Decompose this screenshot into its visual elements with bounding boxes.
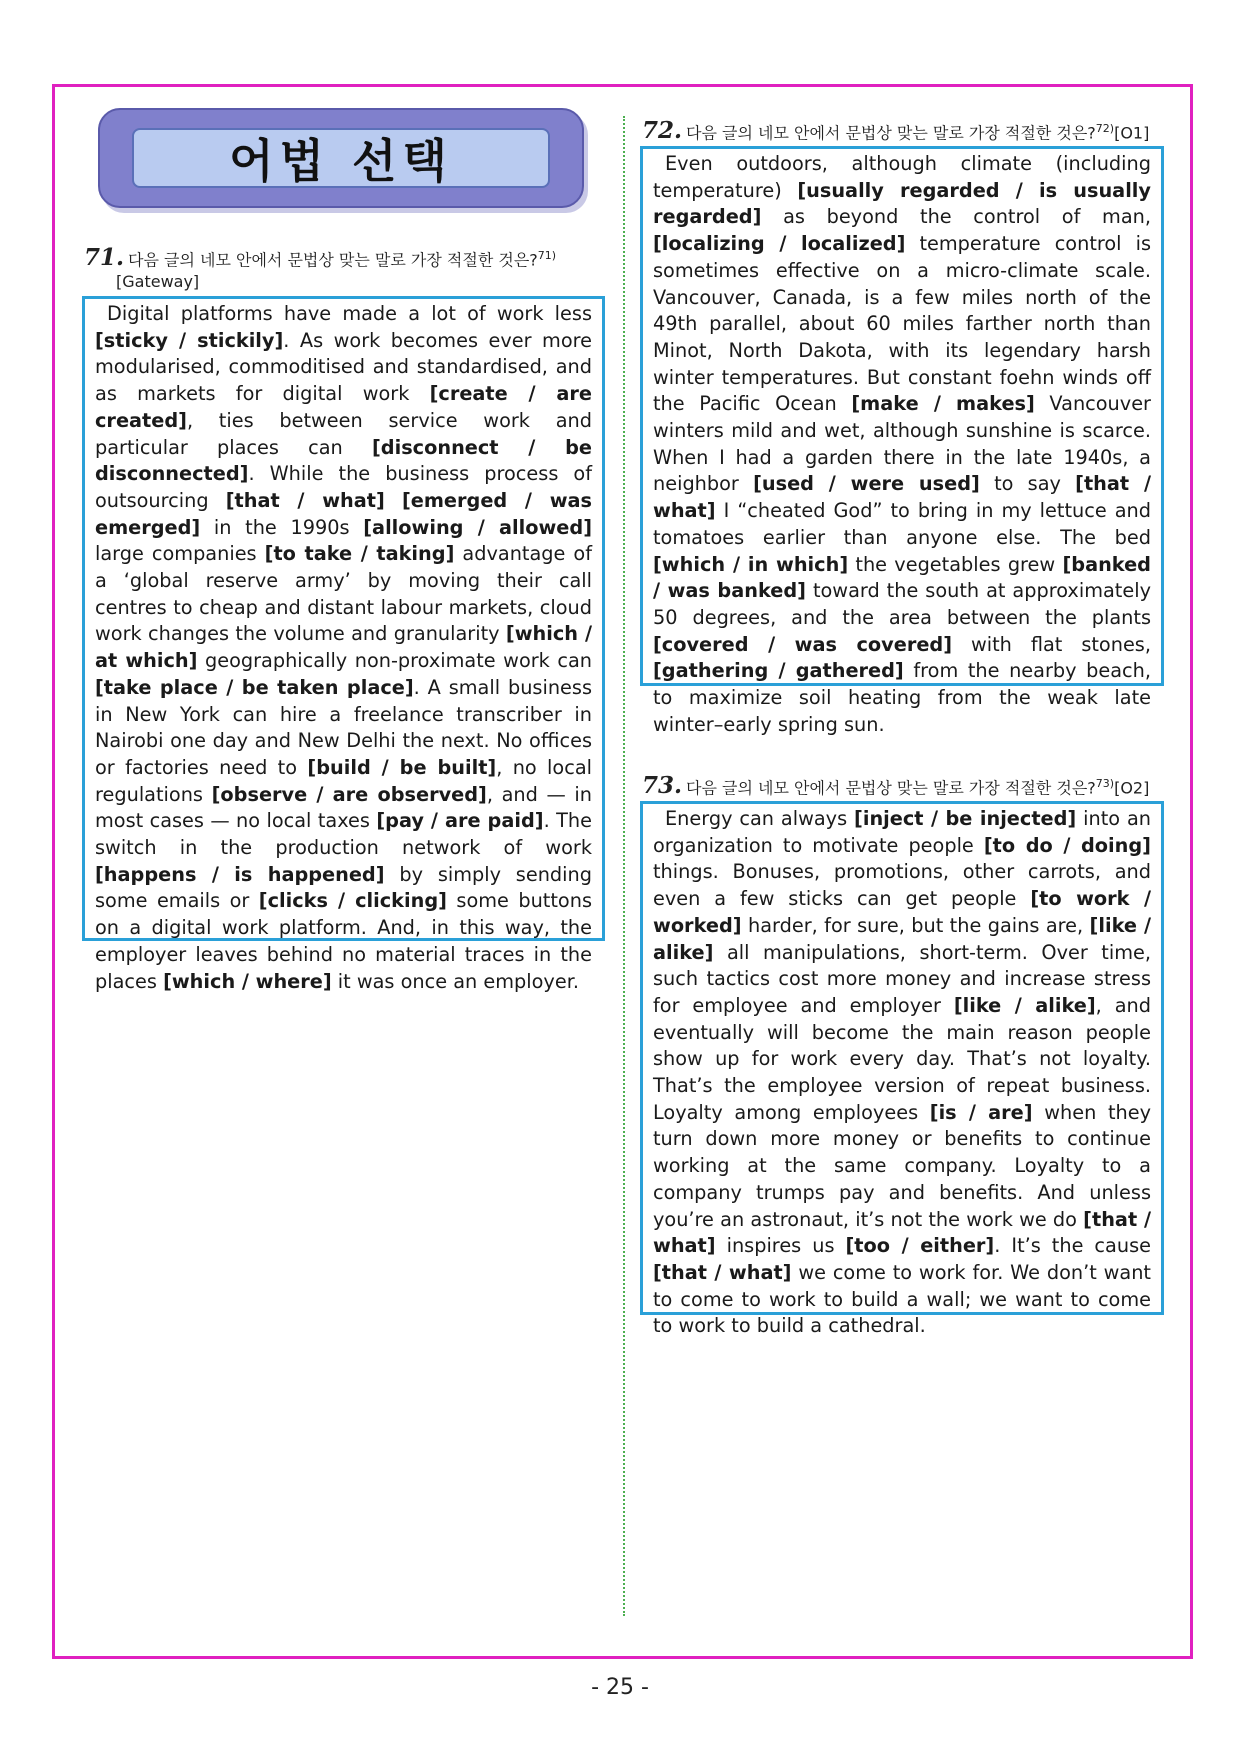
title-banner-inner [132, 128, 550, 188]
question-73-prompt: 다음 글의 네모 안에서 문법상 맞는 말로 가장 적절한 것은? [686, 778, 1096, 798]
question-71-passage: Digital platforms have made a lot of work less [sticky / stickily]. As work becomes ever more modularised, commoditised and standardised, and as markets for digital work [create / are created], ties between service work and particular places can [disconnect / be disconnected]. While the business process of outsourcing [that / what] [emerged / was emerged] in the 1990s [allowing / allowed] large companies [to take / taking] advantage of a ‘global reserve army’ by moving their call centres to cheap and distant labour markets, cloud work changes the volume and granularity [which / at which] geographically non-proximate work can [take place / be taken place]. A small business in New York can hire a freelance transcriber in Nairobi one day and New Delhi the next. No offices or factories need to [build / be built], no local regulations [observe / are observed], and — in most cases — no local taxes [pay / are paid]. The switch in the production network of work [happens / is happened] by simply sending some emails or [clicks / clicking] some buttons on a digital work platform. And, in this way, the employer leaves behind no material traces in the places [which / where] it was once an employer. [95, 302, 593, 993]
question-73-ref: 73) [1095, 777, 1115, 790]
question-71-prompt: 다음 글의 네모 안에서 문법상 맞는 말로 가장 적절한 것은? [128, 250, 538, 270]
question-71-ref: 71) [537, 249, 557, 262]
question-71-source: [Gateway] [116, 272, 200, 291]
column-divider [623, 116, 625, 1616]
question-72-prompt: 다음 글의 네모 안에서 문법상 맞는 말로 가장 적절한 것은? [686, 123, 1096, 143]
question-72-heading [642, 117, 1149, 145]
question-72-passage: Even outdoors, although climate (including temperature) [usually regarded / is usually regarded] as beyond the control of man, [localizing / localized] temperature control is sometimes effective on a micro-climate scale. Vancouver, Canada, is a few miles north of the 49th parallel, about 60 miles farther north than Minot, North Dakota, with its legendary harsh winter temperatures. But constant foehn winds off the Pacific Ocean [make / makes] Vancouver winters mild and wet, although sunshine is scarce. When I had a garden there in the late 1940s, a neighbor [used / were used] to say [that / what] I “cheated God” to bring in my lettuce and tomatoes earlier than anyone else. The bed [which / in which] the vegetables grew [banked / was banked] toward the south at approximately 50 degrees, and the area between the plants [covered / was covered] with flat stones, [gathering / gathered] from the nearby beach, to maximize soil heating from the weak late winter–early spring sun. [653, 152, 1152, 736]
question-72-ref: 72) [1095, 122, 1115, 135]
question-72-number: 72. [642, 117, 683, 145]
question-73-passage-box [640, 801, 1164, 1338]
question-73-passage: Energy can always [inject / be injected] into an organization to motivate people [to do / doing] things. Bonuses, promotions, other carrots, and even a few sticks can get people [to work / worked] harder, for sure, but the gains are, [like / alike] all manipulations, short-term. Over time, such tactics cost more money and increase stress for employee and employer [like / alike], and eventually will become the main reason people show up for work every day. That’s not loyalty. That’s the employee version of repeat business. Loyalty among employees [is / are] when they turn down more money or benefits to continue working at the same company. Loyalty to a company trumps pay and benefits. And unless you’re an astronaut, it’s not the work we do [that / what] inspires us [too / either]. It’s the cause [that / what] we come to work for. We don’t want to come to work to build a wall; we want to come to work to build a cathedral. [653, 807, 1151, 1338]
page-number: - 25 - [591, 1675, 649, 1700]
question-71-passage-box [82, 296, 605, 993]
page-title: 어법 선택 [229, 134, 453, 188]
question-72-source: [O1] [1114, 123, 1150, 143]
question-71-heading [84, 244, 556, 272]
question-73-heading [642, 772, 1149, 800]
question-73-number: 73. [642, 772, 683, 800]
question-71-number: 71. [84, 244, 125, 272]
question-73-source: [O2] [1114, 778, 1150, 798]
question-72-passage-box [640, 146, 1164, 736]
